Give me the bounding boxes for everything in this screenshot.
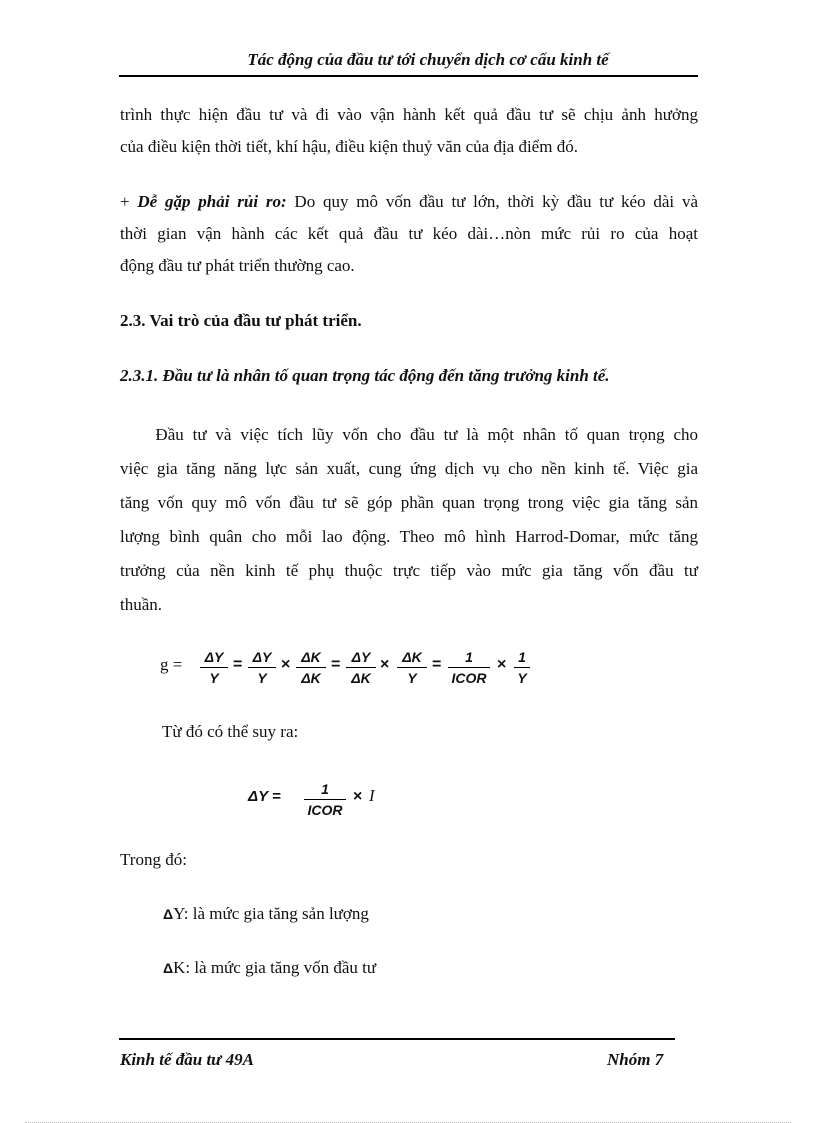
fraction-1-ICOR (448, 648, 490, 687)
definition-text: K: là mức gia tăng vốn đầu tư (173, 958, 377, 977)
delta-symbol: Δ (163, 906, 174, 922)
fraction-denominator: ICOR (307, 802, 343, 818)
paragraph-3-line: trưởng của nền kinh tế phụ thuộc trực tiếp vào mức gia tăng vốn đầu tư (120, 561, 698, 580)
fraction-dK-dK (296, 648, 326, 687)
times-sign: × (380, 656, 390, 673)
fraction-denominator: ΔK (301, 670, 321, 686)
times-sign: × (353, 788, 363, 805)
equals-sign: = (233, 656, 243, 673)
fraction-1-Y (514, 648, 530, 687)
fraction-numerator: 1 (465, 649, 473, 665)
definition-text: Y: là mức gia tăng sản lượng (173, 904, 369, 923)
derivation-intro: Từ đó có thể suy ra: (162, 722, 299, 741)
investment-symbol: I (369, 786, 375, 805)
fraction-numerator: ΔY (351, 649, 371, 665)
paragraph-2-line-1-rest: Do quy mô vốn đầu tư lớn, thời kỳ đầu tư kéo dài và (286, 192, 698, 211)
paragraph-3-line: thuần. (120, 595, 163, 614)
paragraph-2-line-2: thời gian vận hành các kết quả đầu tư kéo dài…nòn mức rủi ro của hoạt (120, 224, 698, 243)
plus-sign: + (120, 192, 138, 211)
paragraph-3-line: việc gia tăng năng lực sản xuất, cung ứng dịch vụ cho nền kinh tế. Việc gia (120, 459, 698, 478)
risk-term: Dễ gặp phải rủi ro: (137, 192, 287, 211)
fraction-1-ICOR (304, 780, 346, 819)
paragraph-2-line-3: động đầu tư phát triển thường cao. (120, 256, 355, 275)
equals-sign: = (432, 656, 442, 673)
paragraph-1 (120, 99, 698, 163)
paragraph-3-line: Đầu tư và việc tích lũy vốn cho đầu tư là một nhân tố quan trọng cho (120, 425, 698, 444)
fraction-dK-Y (397, 648, 427, 687)
fraction-denominator: ICOR (451, 670, 487, 686)
fraction-dY-dK (346, 648, 376, 687)
paragraph-3 (120, 418, 698, 622)
paragraph-2-line-1 (120, 186, 698, 218)
definition-dY (163, 904, 369, 924)
fraction-denominator: Y (517, 670, 527, 686)
formula2-lhs: ΔY = (248, 788, 281, 805)
footer-group: Nhóm 7 (607, 1050, 664, 1069)
running-header-title: Tác động của đầu tư tới chuyển dịch cơ cấu kinh tế (247, 50, 609, 69)
fraction-dY-Y (248, 648, 276, 687)
fraction-numerator: ΔY (204, 649, 224, 665)
fraction-numerator: ΔK (402, 649, 422, 665)
fraction-numerator: ΔK (301, 649, 321, 665)
fraction-denominator: Y (257, 670, 267, 686)
equals-sign: = (331, 656, 341, 673)
fraction-numerator: ΔY (252, 649, 272, 665)
fraction-numerator: 1 (321, 781, 329, 797)
heading-2-3-1: 2.3.1. Đầu tư là nhân tố quan trọng tác động đến tăng trưởng kinh tế. (120, 366, 610, 385)
fraction-dY-Y (200, 648, 228, 687)
paragraph-1-line: của điều kiện thời tiết, khí hậu, điều kiện thuỷ văn của địa điểm đó. (120, 137, 578, 156)
definition-dK (163, 958, 376, 978)
footer-course: Kinh tế đầu tư 49A (120, 1050, 254, 1069)
fraction-denominator: ΔK (351, 670, 371, 686)
fraction-denominator: Y (407, 670, 417, 686)
delta-symbol: Δ (163, 960, 174, 976)
paragraph-3-line: lượng bình quân cho mỗi lao động. Theo mô hình Harrod-Domar, mức tăng (120, 527, 698, 546)
formula-lhs: g = (160, 655, 183, 674)
paragraph-2 (120, 186, 698, 282)
times-sign: × (281, 656, 291, 673)
paragraph-1-line: trình thực hiện đầu tư và đi vào vận hành kết quả đầu tư sẽ chịu ảnh hưởng (120, 105, 698, 124)
heading-2-3: 2.3. Vai trò của đầu tư phát triển. (120, 311, 362, 330)
fraction-numerator: 1 (518, 649, 526, 665)
paragraph-3-line: tăng vốn quy mô vốn đầu tư sẽ góp phần quan trọng trong việc gia tăng sản (120, 493, 698, 512)
where-label: Trong đó: (120, 850, 187, 869)
footer-rule (119, 1038, 675, 1040)
times-sign: × (497, 656, 507, 673)
header-rule (119, 75, 698, 77)
fraction-denominator: Y (209, 670, 219, 686)
